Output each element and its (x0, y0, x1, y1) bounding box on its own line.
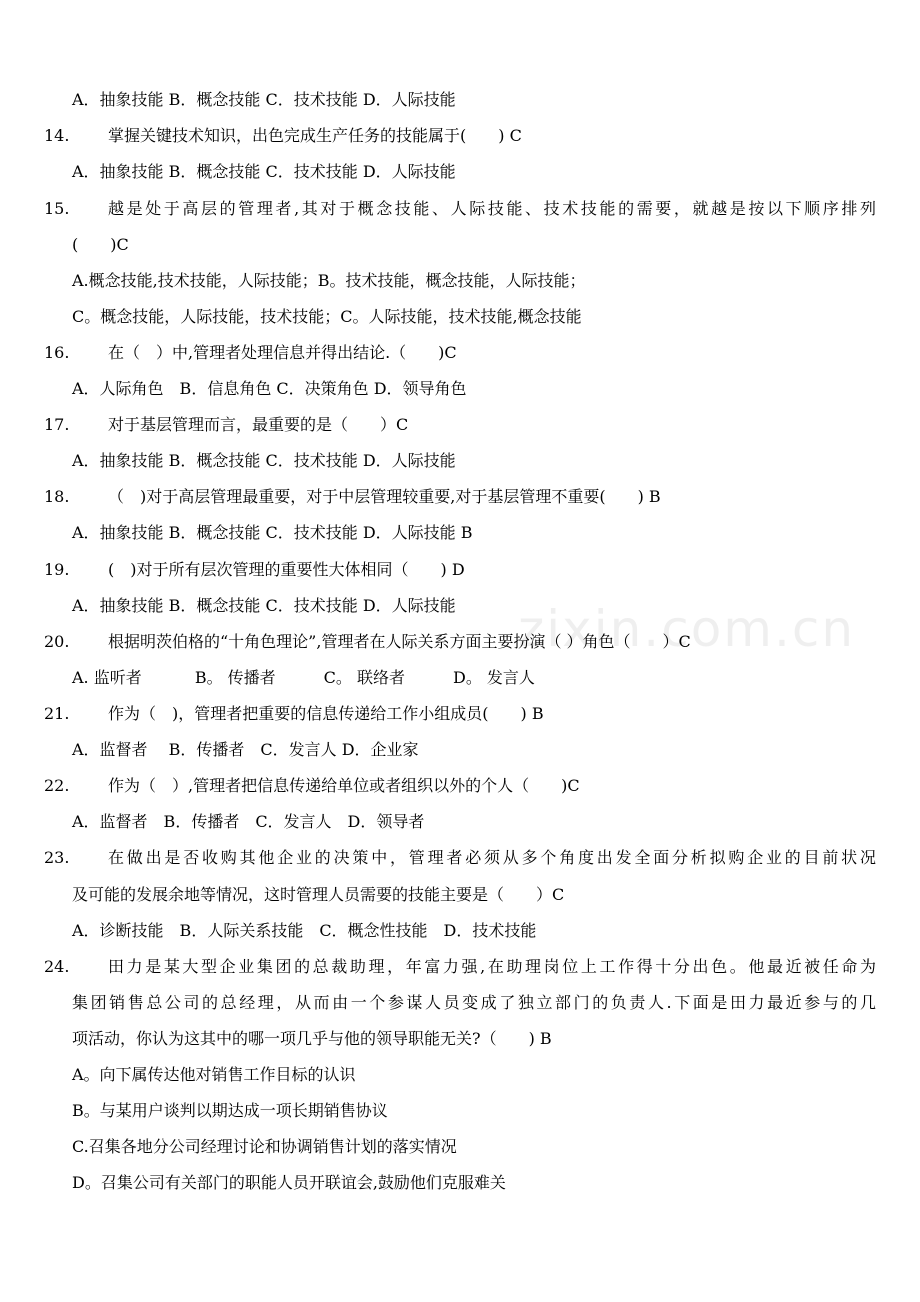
options-line: A．人际角色 B．信息角色 C．决策角色 D．领导角色 (72, 379, 467, 398)
question-number: 23. (44, 848, 70, 867)
question-text: 对于基层管理而言，最重要的是（ ）C (108, 415, 409, 434)
question-text: （ )对于高层管理最重要，对于中层管理较重要,对于基层管理不重要( ) B (108, 487, 661, 506)
options-line: A．抽象技能 B．概念技能 C．技术技能 D．人际技能 (72, 162, 456, 181)
question-text-continued: 项活动，你认为这其中的哪一项几乎与他的领导职能无关?（ ) B (72, 1029, 552, 1048)
watermark: zixin.com.cn (518, 600, 856, 658)
question-number: 21. (44, 704, 70, 723)
question-text: 根据明茨伯格的“十角色理论”,管理者在人际关系方面主要扮演（ ）角色（ ）C (108, 632, 691, 651)
question-text: 作为（ )，管理者把重要的信息传递给工作小组成员( ) B (108, 704, 544, 723)
option-a: A。向下属传达他对销售工作目标的认识 (72, 1065, 356, 1084)
option-d: D。召集公司有关部门的职能人员开联谊会,鼓励他们克服难关 (72, 1173, 506, 1192)
options-line: A．抽象技能 B．概念技能 C．技术技能 D．人际技能 (72, 451, 456, 470)
question-number: 24. (44, 957, 70, 976)
question-text: ( )对于所有层次管理的重要性大体相同（ ) D (108, 560, 465, 579)
options-line: A．诊断技能 B．人际关系技能 C．概念性技能 D．技术技能 (72, 921, 537, 940)
question-number: 20. (44, 632, 70, 651)
question-number: 22. (44, 776, 70, 795)
question-text-continued: ( )C (72, 235, 129, 254)
question-text: 作为（ ）,管理者把信息传递给单位或者组织以外的个人（ )C (108, 776, 580, 795)
options-line: A．抽象技能 B．概念技能 C．技术技能 D．人际技能 (72, 596, 456, 615)
options-line: A．监督者 B．传播者 C．发言人 D．企业家 (72, 740, 419, 759)
question-text-continued: 及可能的发展余地等情况，这时管理人员需要的技能主要是（ ）C (72, 885, 565, 904)
options-line: A. 监听者 B。 传播者 C。 联络者 D。 发言人 (72, 668, 535, 687)
question-text: 在（ ）中,管理者处理信息并得出结论.（ )C (108, 343, 457, 362)
option-b: B。与某用户谈判以期达成一项长期销售协议 (72, 1101, 388, 1120)
question-text: 在做出是否收购其他企业的决策中，管理者必须从多个角度出发全面分析拟购企业的目前状况 (108, 848, 876, 867)
question-number: 14. (44, 126, 70, 145)
question-number: 16. (44, 343, 70, 362)
question-number: 19. (44, 560, 70, 579)
options-line: A．抽象技能 B．概念技能 C．技术技能 D．人际技能 B (72, 523, 473, 542)
question-number: 17. (44, 415, 70, 434)
question-text-continued: 集团销售总公司的总经理，从而由一个参谋人员变成了独立部门的负责人.下面是田力最近参与的几 (72, 993, 876, 1012)
options-line: A．抽象技能 B．概念技能 C．技术技能 D．人际技能 (72, 90, 456, 109)
question-text: 越是处于高层的管理者,其对于概念技能、人际技能、技术技能的需要，就越是按以下顺序排列 (108, 199, 876, 218)
options-line: A．监督者 B．传播者 C．发言人 D．领导者 (72, 812, 425, 831)
question-number: 15. (44, 199, 70, 218)
question-text: 田力是某大型企业集团的总裁助理，年富力强,在助理岗位上工作得十分出色。他最近被任命为 (108, 957, 876, 976)
question-text: 掌握关键技术知识，出色完成生产任务的技能属于( ) C (108, 126, 522, 145)
options-line: C。概念技能，人际技能，技术技能；C。人际技能，技术技能,概念技能 (72, 307, 582, 326)
option-c: C.召集各地分公司经理讨论和协调销售计划的落实情况 (72, 1137, 457, 1156)
question-number: 18. (44, 487, 70, 506)
options-line: A.概念技能,技术技能，人际技能；B。技术技能，概念技能，人际技能； (72, 271, 586, 290)
